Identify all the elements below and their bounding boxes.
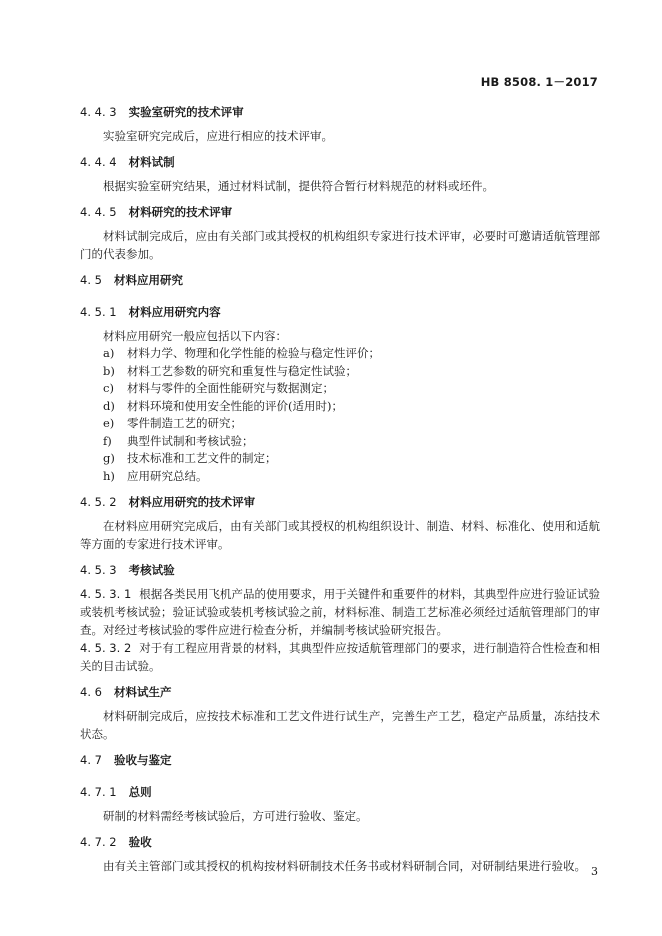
list-marker: f) [103, 433, 112, 448]
section-heading [80, 562, 600, 579]
section-number: 4. 5. 1 [80, 305, 117, 319]
list-item [80, 363, 600, 381]
paragraph: 材料试制完成后，应由有关部门或其授权的机构组织专家进行技术评审，必要时可邀请适航管理部门的代表参加。 [80, 229, 600, 261]
spacer [80, 675, 600, 684]
list-item [80, 415, 600, 433]
section-title: 材料研究的技术评审 [128, 205, 233, 219]
section-heading [80, 304, 600, 321]
list-marker: h) [103, 468, 115, 483]
clause-text: 对于有工程应用背景的材料，其典型件应按适航管理部门的要求，进行制造符合性检查和相关的目击试验。 [80, 641, 601, 673]
section-number: 4. 4. 5 [80, 205, 117, 219]
list-text: 材料环境和使用安全性能的评价(适用时)； [127, 398, 343, 413]
list-item [80, 345, 600, 363]
paragraph: 根据实验室研究结果，通过材料试制，提供符合暂行材料规范的材料或坯件。 [103, 179, 494, 193]
clause-number: 4. 5. 3. 1 [80, 587, 132, 601]
section-heading [80, 104, 600, 121]
section-number: 4. 5. 3 [80, 563, 117, 577]
section-title: 总则 [128, 785, 152, 799]
list-marker: g) [103, 451, 115, 465]
list-marker: b) [103, 363, 115, 378]
section-title: 材料试生产 [113, 685, 172, 699]
list-text: 材料工艺参数的研究和重复性与稳定性试验； [127, 363, 357, 378]
list-text: 应用研究总结。 [127, 468, 208, 483]
spacer [80, 145, 600, 154]
spacer [80, 263, 600, 272]
section-number: 4. 7. 2 [80, 835, 117, 849]
spacer [80, 485, 600, 494]
section-number: 4. 5 [80, 273, 102, 287]
section-number: 4. 5. 2 [80, 495, 117, 509]
document-body [80, 104, 600, 875]
numbered-paragraph [80, 639, 600, 675]
standard-number: HB 8508. 1－2017 [480, 75, 598, 89]
list-item [80, 450, 600, 468]
clause-text: 根据各类民用飞机产品的使用要求，用于关键件和重要件的材料，其典型件应进行验证试验或装机考核试验；验证试验或装机考核试验之前，材料标准、制造工艺标准必须经过适航管理部门的审查。对经过考核试验的零件应进行检查分析，并编制考核试验研究报告。 [80, 587, 601, 637]
paragraph: 在材料应用研究完成后，由有关部门或其授权的机构组织设计、制造、材料、标准化、使用和适航等方面的专家进行技术评审。 [80, 519, 600, 551]
clause-number: 4. 5. 3. 2 [80, 641, 132, 655]
section-heading [80, 154, 600, 171]
paragraph: 材料应用研究一般应包括以下内容： [103, 329, 287, 343]
spacer [80, 295, 600, 304]
list-text: 材料力学、物理和化学性能的检验与稳定性评价； [127, 346, 380, 360]
section-number: 4. 7 [80, 753, 102, 767]
list-text: 典型件试制和考核试验； [127, 433, 254, 448]
list-item [80, 433, 600, 451]
numbered-paragraph [80, 585, 600, 639]
list-item [80, 380, 600, 398]
page-number: 3 [591, 865, 598, 878]
paragraph: 由有关主管部门或其授权的机构按材料研制技术任务书或材料研制合同，对研制结果进行验收。 [103, 859, 586, 873]
section-title: 实验室研究的技术评审 [128, 105, 244, 119]
list-text: 技术标准和工艺文件的制定； [127, 451, 277, 465]
section-title: 考核试验 [128, 563, 175, 577]
section-title: 材料应用研究的技术评审 [128, 495, 256, 509]
spacer [80, 553, 600, 562]
section-heading [80, 684, 600, 701]
section-title: 验收 [128, 835, 152, 849]
list-marker: e) [103, 416, 115, 430]
paragraph: 材料研制完成后，应按技术标准和工艺文件进行试生产，完善生产工艺，稳定产品质量，冻结技术状态。 [80, 709, 600, 741]
section-heading [80, 752, 600, 769]
section-heading [80, 494, 600, 511]
spacer [80, 195, 600, 204]
list-text: 材料与零件的全面性能研究与数据测定； [127, 381, 334, 395]
section-title: 材料试制 [128, 155, 175, 169]
list-marker: d) [103, 398, 115, 413]
spacer [80, 825, 600, 834]
section-number: 4. 4. 3 [80, 105, 117, 119]
section-heading [80, 272, 600, 289]
section-title: 验收与鉴定 [113, 753, 172, 767]
spacer [80, 775, 600, 784]
list-marker: c) [103, 381, 114, 395]
list-item [80, 398, 600, 416]
section-heading [80, 784, 600, 801]
list-marker: a) [103, 346, 115, 360]
section-title: 材料应用研究 [113, 273, 183, 287]
section-number: 4. 4. 4 [80, 155, 117, 169]
list-text: 零件制造工艺的研究； [127, 416, 242, 430]
section-title: 材料应用研究内容 [128, 305, 221, 319]
section-heading [80, 204, 600, 221]
paragraph: 实验室研究完成后，应进行相应的技术评审。 [103, 129, 333, 143]
section-heading [80, 834, 600, 851]
section-number: 4. 7. 1 [80, 785, 117, 799]
list-item [80, 468, 600, 486]
section-number: 4. 6 [80, 685, 102, 699]
paragraph: 研制的材料需经考核试验后，方可进行验收、鉴定。 [103, 809, 368, 823]
spacer [80, 743, 600, 752]
